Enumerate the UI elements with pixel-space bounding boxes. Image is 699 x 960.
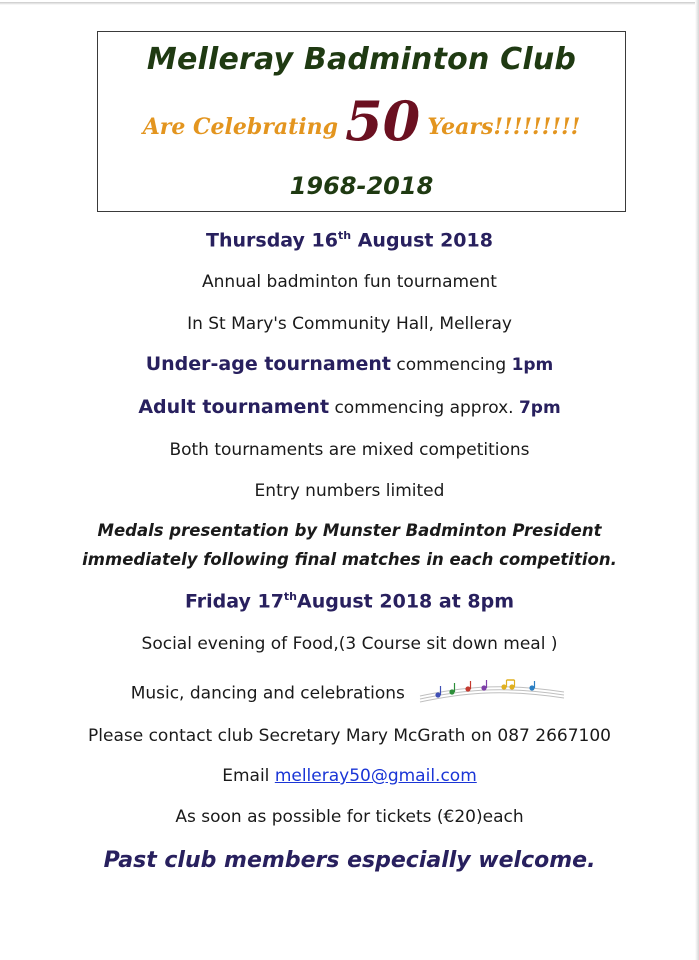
tickets-line: As soon as possible for tickets (€20)each: [175, 807, 524, 827]
celebrating-line: [98, 89, 625, 160]
event-description: Annual badminton fun tournament: [202, 272, 497, 292]
thursday-day: Thursday 16: [206, 229, 338, 252]
celebrating-prefix: Are Celebrating: [142, 114, 339, 140]
year-range: 1968-2018: [289, 172, 434, 200]
adult-time: 7pm: [518, 398, 561, 418]
entry-note: Entry numbers limited: [254, 481, 445, 501]
underage-mid: commencing: [391, 355, 512, 375]
venue: In St Mary's Community Hall, Melleray: [187, 314, 512, 334]
thursday-heading: [0, 229, 699, 251]
adult-mid: commencing approx.: [329, 398, 519, 418]
title-box: [97, 31, 626, 212]
music-text: Music, dancing and celebrations: [130, 683, 405, 704]
scan-edge-top: [0, 2, 699, 5]
email-link[interactable]: melleray50@gmail.com: [274, 766, 477, 786]
email-line: [0, 766, 699, 786]
club-name: Melleray Badminton Club: [146, 42, 577, 77]
mixed-note: Both tournaments are mixed competitions: [169, 440, 530, 460]
underage-time: 1pm: [511, 355, 554, 375]
medals-line-2: immediately following final matches in each competition.: [82, 550, 617, 569]
adult-line: [0, 396, 699, 418]
welcome-line: Past club members especially welcome.: [103, 848, 596, 873]
thursday-month-year: August 2018: [351, 229, 493, 252]
friday-ordinal: th: [283, 590, 298, 603]
friday-month-year: August 2018 at 8pm: [297, 590, 515, 613]
underage-label: Under-age tournament: [145, 353, 392, 375]
contact-line: Please contact club Secretary Mary McGrath on 087 2667100: [88, 726, 611, 746]
music-line: [0, 678, 699, 709]
music-notes-icon: [418, 678, 568, 709]
adult-label: Adult tournament: [138, 396, 330, 418]
medals-line-1: Medals presentation by Munster Badminton President: [97, 521, 602, 540]
social-evening: Social evening of Food,(3 Course sit down meal ): [141, 634, 558, 654]
anniversary-number-logo: 50: [345, 89, 421, 153]
friday-heading: [0, 590, 699, 612]
friday-day: Friday 17: [184, 590, 284, 613]
celebrating-suffix: Years!!!!!!!!!: [427, 114, 581, 140]
email-label: Email: [222, 766, 275, 786]
thursday-ordinal: th: [338, 229, 352, 242]
underage-line: [0, 353, 699, 375]
